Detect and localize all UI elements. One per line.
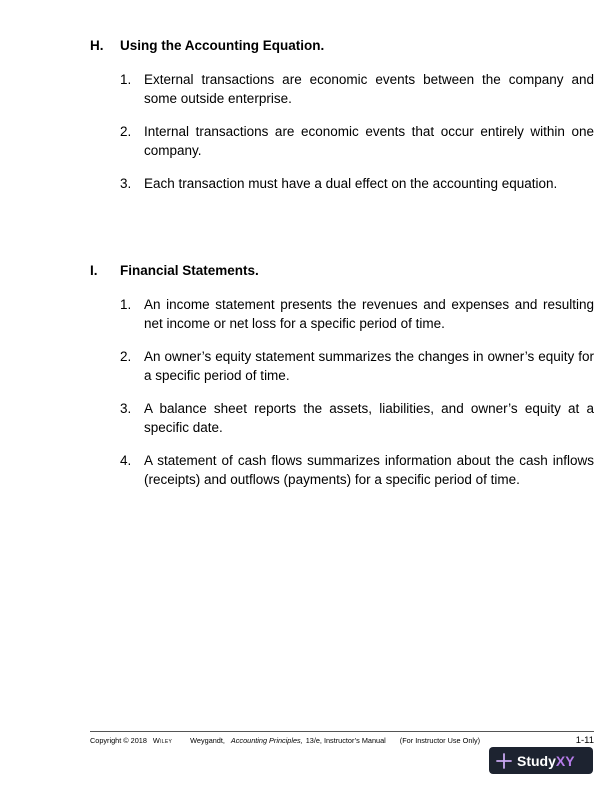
plus-sparkle-icon: [496, 753, 512, 769]
item-text: External transactions are economic events between the company and some outside enterprise.: [144, 72, 594, 106]
item-text: Internal transactions are economic events that occur entirely within one company.: [144, 124, 594, 158]
section-letter: I.: [90, 263, 98, 278]
list-item: [120, 123, 594, 160]
list-item: [120, 452, 594, 489]
section-heading: [90, 37, 594, 55]
item-number: 4.: [120, 453, 132, 468]
list-item: [120, 296, 594, 333]
list-item: [120, 400, 594, 437]
footer-author: Weygandt,: [190, 736, 225, 745]
item-text: Each transaction must have a dual effect on the accounting equation.: [144, 176, 558, 191]
list-item: [120, 71, 594, 108]
item-list: [120, 296, 594, 489]
footer-usage-note: (For Instructor Use Only): [399, 736, 481, 745]
item-number: 3.: [120, 176, 132, 191]
footer-edition: 13/e, Instructor’s Manual: [305, 736, 386, 745]
section-heading: [90, 262, 594, 280]
studyxy-badge[interactable]: [489, 747, 593, 774]
section-letter: H.: [90, 38, 104, 53]
section-title: Financial Statements.: [120, 263, 259, 278]
footer-publisher: Wiley: [152, 736, 173, 745]
page-footer: [90, 735, 594, 747]
item-list: [120, 71, 594, 194]
footer-divider: [90, 731, 594, 732]
list-item: [120, 175, 594, 194]
item-number: 1.: [120, 72, 132, 87]
badge-word-study: Study: [517, 752, 556, 769]
item-text: An owner’s equity statement summarizes the changes in owner’s equity for a specific period of time.: [144, 349, 594, 383]
section-h: [90, 37, 594, 209]
footer-citation: [90, 735, 486, 747]
badge-word-xy: XY: [555, 752, 575, 769]
item-text: A statement of cash flows summarizes information about the cash inflows (receipts) and outflows (payments) for a specific period of time.: [144, 453, 594, 487]
page-number: 1-11: [575, 735, 594, 746]
item-text: A balance sheet reports the assets, liabilities, and owner’s equity at a specific date.: [144, 401, 594, 435]
item-number: 1.: [120, 297, 132, 312]
item-text: An income statement presents the revenues and expenses and resulting net income or net loss for a specific period of time.: [144, 297, 594, 331]
footer-copyright: Copyright © 2018: [90, 736, 147, 745]
item-number: 3.: [120, 401, 132, 416]
item-number: 2.: [120, 124, 132, 139]
item-number: 2.: [120, 349, 132, 364]
list-item: [120, 348, 594, 385]
section-title: Using the Accounting Equation.: [120, 38, 325, 53]
section-i: [90, 262, 594, 504]
footer-book-title: Accounting Principles,: [230, 736, 303, 745]
